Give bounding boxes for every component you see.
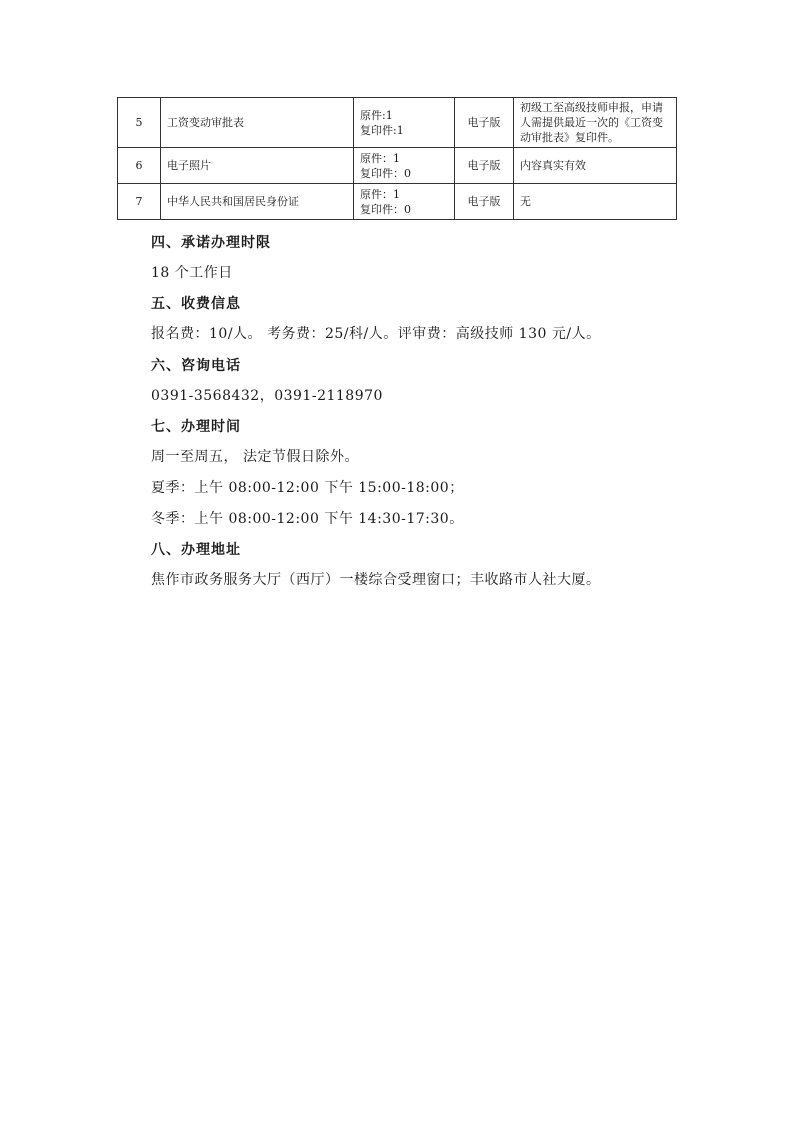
section-heading-hours: 七、办理时间	[151, 419, 241, 435]
section-heading-phone: 六、咨询电话	[151, 358, 241, 374]
copies-cell	[354, 184, 455, 220]
phone-text: 0391-3568432，0391-2118970	[151, 388, 383, 404]
row-number: 7	[118, 184, 161, 220]
material-format: 电子版	[455, 148, 514, 184]
material-name: 电子照片	[161, 148, 354, 184]
material-format: 电子版	[455, 184, 514, 220]
hours-summer: 夏季：上午 08:00-12:00 下午 15:00-18:00；	[151, 480, 464, 496]
copies-cell	[354, 148, 455, 184]
material-format: 电子版	[455, 98, 514, 148]
hours-weekdays: 周一至周五， 法定节假日除外。	[151, 449, 359, 465]
material-note: 无	[514, 184, 677, 220]
original-count: 原件:1	[360, 108, 393, 122]
section-heading-time-limit: 四、承诺办理时限	[151, 235, 271, 251]
original-count: 原件：1	[360, 187, 400, 201]
material-name: 中华人民共和国居民身份证	[161, 184, 354, 220]
materials-table	[117, 97, 677, 220]
copies-cell	[354, 98, 455, 148]
hours-winter: 冬季：上午 08:00-12:00 下午 14:30-17:30。	[151, 511, 464, 527]
copy-count: 复印件：0	[360, 202, 411, 216]
row-number: 5	[118, 98, 161, 148]
table-row	[118, 98, 677, 148]
material-note: 初级工至高级技师申报，申请人需提供最近一次的《工资变动审批表》复印件。	[514, 98, 677, 148]
table-row	[118, 148, 677, 184]
fees-text: 报名费：10/人。 考务费：25/科/人。评审费：高级技师 130 元/人。	[151, 326, 601, 342]
section-heading-address: 八、办理地址	[151, 542, 241, 558]
copy-count: 复印件:1	[360, 123, 404, 137]
original-count: 原件：1	[360, 151, 400, 165]
copy-count: 复印件：0	[360, 166, 411, 180]
row-number: 6	[118, 148, 161, 184]
address-text: 焦作市政务服务大厅（西厅）一楼综合受理窗口；丰收路市人社大厦。	[151, 572, 601, 588]
material-name: 工资变动审批表	[161, 98, 354, 148]
section-heading-fees: 五、收费信息	[151, 296, 241, 312]
time-limit-text: 18 个工作日	[151, 265, 233, 281]
table-row	[118, 184, 677, 220]
material-note: 内容真实有效	[514, 148, 677, 184]
